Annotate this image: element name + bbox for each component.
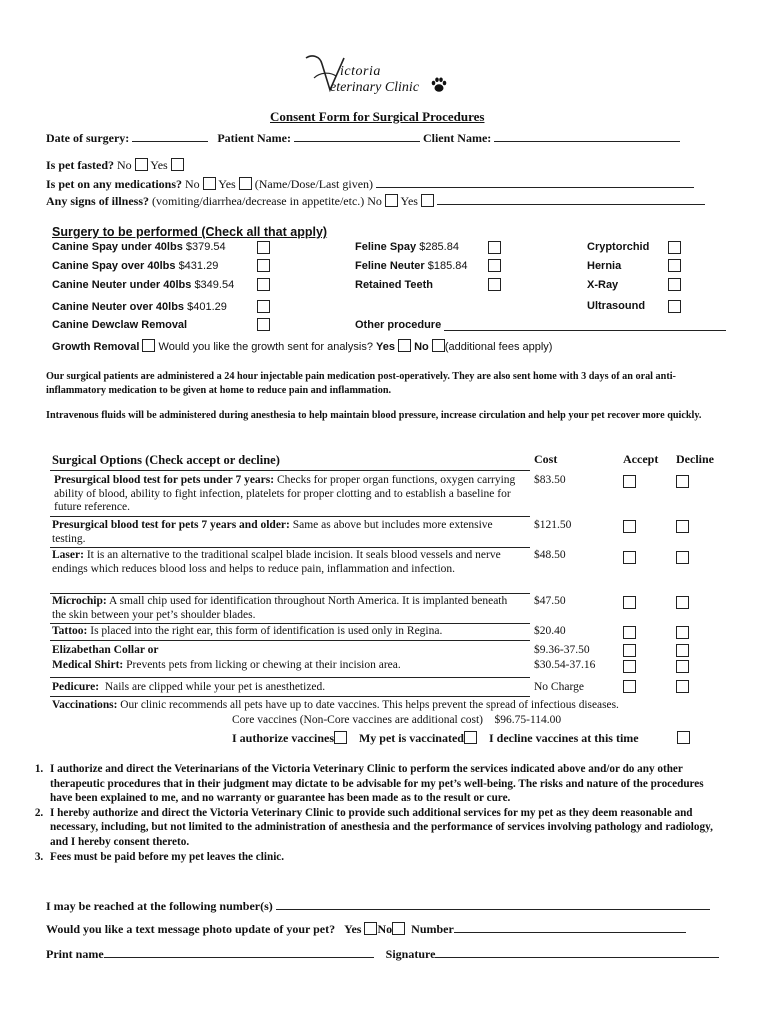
cost-vaccines: $96.75-114.00 [494,714,562,726]
option-pedicure: Pedicure: Nails are clipped while your pet is anesthetized. [52,681,326,693]
illness-field[interactable] [437,192,705,205]
medications-row [46,175,694,192]
print-name-label: Print name [46,947,104,961]
cost-blood-test-7plus: $121.50 [534,519,572,531]
option-divider [50,516,530,517]
fasted-yes-label: Yes [150,158,168,172]
other-procedure-field[interactable] [444,330,726,331]
surgery-option-canine-spay-under[interactable]: Canine Spay under 40lbs $379.54 [52,241,226,253]
signature-label: Signature [385,947,436,961]
vaccine-choice-row [232,731,639,746]
text-update-row [46,920,686,937]
decline-medical-shirt[interactable] [676,660,689,673]
other-procedure-label: Other procedure [355,319,442,331]
vaccine-core-row: Core vaccines (Non-Core vaccines are additional cost) $96.75-114.00 [232,714,562,726]
accept-laser[interactable] [623,551,636,564]
decline-laser[interactable] [676,551,689,564]
growth-no-checkbox[interactable] [432,339,445,352]
growth-question: Would you like the growth sent for analysis? [158,341,373,353]
checkbox-canine-neuter-over[interactable] [257,300,270,313]
med-yes-label: Yes [218,177,236,191]
accept-collar[interactable] [623,644,636,657]
vaccine-decline-label: I decline vaccines at this time [488,731,639,745]
vaccine-authorize-checkbox[interactable] [334,731,347,744]
checkbox-canine-spay-over[interactable] [257,259,270,272]
illness-hint: (vomiting/diarrhea/decrease in appetite/etc.) [152,194,365,208]
consent-list [22,762,726,864]
text-no-label: No [377,922,393,936]
checkbox-retained-teeth[interactable] [488,278,501,291]
checkbox-dewclaw[interactable] [257,318,270,331]
surgery-option-ultrasound[interactable]: Ultrasound [587,300,646,312]
accept-blood-test-7plus[interactable] [623,520,636,533]
med-no-checkbox[interactable] [203,177,216,190]
surgery-option-feline-spay[interactable]: Feline Spay $285.84 [355,241,459,253]
form-title: Consent Form for Surgical Procedures [270,109,485,124]
checkbox-canine-neuter-under[interactable] [257,278,270,291]
vaccine-authorize-label: I authorize vaccines [232,731,334,745]
surgery-option-hernia[interactable]: Hernia [587,260,622,272]
accept-pedicure[interactable] [623,680,636,693]
cost-microchip: $47.50 [534,595,566,607]
medications-label: Is pet on any medications? [46,177,183,191]
surgery-option-retained-teeth[interactable]: Retained Teeth [355,279,434,291]
accept-blood-test-under7[interactable] [623,475,636,488]
illness-yes-checkbox[interactable] [421,194,434,207]
illness-label: Any signs of illness? [46,194,150,208]
date-field[interactable] [132,129,208,142]
decline-blood-test-7plus[interactable] [676,520,689,533]
med-detail-label: (Name/Dose/Last given) [254,177,374,191]
med-no-label: No [185,177,200,191]
surgery-option-feline-neuter[interactable]: Feline Neuter $185.84 [355,260,468,272]
option-divider [50,677,530,678]
reach-row [46,897,710,914]
option-blood-test-7plus: Presurgical blood test for pets 7 years and older: Same as above but includes more extensive testing. [52,519,493,545]
reach-phone-field[interactable] [276,897,710,910]
vaccine-decline-checkbox[interactable] [677,731,690,744]
logo-text-line2: eterinary Clinic [330,80,420,95]
option-divider [50,623,530,624]
patient-label: Patient Name: [217,131,291,145]
decline-tattoo[interactable] [676,626,689,639]
decline-collar[interactable] [676,644,689,657]
consent-item-1: 1. I authorize and direct the Veterinarians of the Victoria Veterinary Clinic to perform the services indicated above and/or do any other therapeutic procedures that in their judgment may dictate to be advisable for my pet’s well-being. The risks and nature of the procedures have been explained to me, and no warranty or guarantee has been made as to the result or cure. [46,762,726,806]
surgery-option-canine-neuter-under[interactable]: Canine Neuter under 40lbs $349.54 [52,279,235,291]
medications-field[interactable] [376,175,694,188]
cost-tattoo: $20.40 [534,625,566,637]
growth-yes-checkbox[interactable] [398,339,411,352]
growth-yes-label: Yes [376,341,395,353]
option-divider [50,547,530,548]
option-divider [50,593,530,594]
consent-item-2: 2. I hereby authorize and direct the Victoria Veterinary Clinic to provide such additional services for my pet as they deem reasonable and necessary, including, but not limited to the administration of anesthesia and the performance of services involving pathology and radiology, and I hereby consent thereto. [46,806,726,850]
date-label: Date of surgery: [46,131,130,145]
growth-removal-checkbox[interactable] [142,339,155,352]
checkbox-xray[interactable] [668,278,681,291]
col-accept-header: Accept [623,452,659,466]
vaccine-vaccinated-checkbox[interactable] [464,731,477,744]
consent-item-3: 3. Fees must be paid before my pet leaves the clinic. [46,850,726,865]
med-yes-checkbox[interactable] [239,177,252,190]
pain-note: Our surgical patients are administered a 24 hour injectable pain medication post-operatively. They are also sent home with 3 days of an oral anti-inflammatory medication to be given at home to reduce pain and inflammation. [46,371,676,396]
option-microchip: Microchip: A small chip used for identification throughout North America. It is implanted beneath the skin between your pet’s shoulder blades. [52,595,508,621]
client-name-field[interactable] [494,129,680,142]
option-medical-shirt: Medical Shirt: Prevents pets from licking or chewing at their incision area. [52,659,401,671]
growth-fees-note: (additional fees apply) [444,341,553,353]
cost-blood-test-under7: $83.50 [534,474,566,486]
patient-name-field[interactable] [294,129,420,142]
growth-no-label: No [414,341,429,353]
illness-no-checkbox[interactable] [385,194,398,207]
illness-yes-label: Yes [400,194,418,208]
cost-medical-shirt: $30.54-37.16 [534,659,596,671]
accept-medical-shirt[interactable] [623,660,636,673]
fasted-no-checkbox[interactable] [135,158,148,171]
fluids-note: Intravenous fluids will be administered during anesthesia to help maintain blood pressure, increase circulation and help your pet recover more quickly. [46,410,702,421]
col-cost-header: Cost [534,452,558,466]
growth-removal-label: Growth Removal [52,341,140,353]
decline-microchip[interactable] [676,596,689,609]
decline-pedicure[interactable] [676,680,689,693]
surgery-heading: Surgery to be performed (Check all that apply) [52,225,328,239]
fasted-yes-checkbox[interactable] [171,158,184,171]
checkbox-feline-neuter[interactable] [488,259,501,272]
option-vaccinations: Vaccinations: Our clinic recommends all pets have up to date vaccines. This helps prevent the spread of infectious diseases. [52,699,619,711]
cost-collar: $9.36-37.50 [534,644,590,656]
option-divider [50,640,530,641]
signature-row [46,945,719,962]
growth-removal-row [52,339,552,353]
checkbox-hernia[interactable] [668,259,681,272]
surgery-option-canine-neuter-over[interactable]: Canine Neuter over 40lbs $401.29 [52,301,227,313]
col-decline-header: Decline [676,452,714,466]
illness-no-label: No [367,194,382,208]
surgery-option-canine-spay-over[interactable]: Canine Spay over 40lbs $431.29 [52,260,219,272]
paw-icon [430,76,448,94]
print-name-field[interactable] [104,945,374,958]
option-collar: Elizabethan Collar or [52,644,159,656]
reach-label: I may be reached at the following number(s) [46,899,273,913]
logo-text-line1: ictoria [340,64,381,79]
text-yes-checkbox[interactable] [364,922,377,935]
accept-tattoo[interactable] [623,626,636,639]
cost-laser: $48.50 [534,549,566,561]
fasted-row [46,158,184,173]
options-heading: Surgical Options (Check accept or decline) [52,453,280,467]
checkbox-feline-spay[interactable] [488,241,501,254]
option-laser: Laser: It is an alternative to the traditional scalpel blade incision. It seals blood vessels and nerve endings which reduces blood loss and helps to reduce pain, inflammation and infection. [52,549,501,575]
illness-row [46,192,705,209]
option-tattoo: Tattoo: Is placed into the right ear, this form of identification is used only in Regina. [52,625,443,637]
text-yes-label: Yes [344,922,362,936]
checkbox-canine-spay-under[interactable] [257,241,270,254]
option-divider [50,696,530,697]
cost-pedicure: No Charge [534,681,584,693]
options-header-rule [50,470,530,471]
fasted-label: Is pet fasted? [46,158,114,172]
header-fields-row [46,129,680,146]
option-blood-test-under7: Presurgical blood test for pets under 7 years: Checks for proper organ functions, oxygen carrying ability of blood, ability to fight infection, platelets for proper clotting and to establish a baseline for future reference. [54,474,516,513]
accept-microchip[interactable] [623,596,636,609]
vaccine-vaccinated-label: My pet is vaccinated [358,731,464,745]
signature-field[interactable] [435,945,719,958]
checkbox-cryptorchid[interactable] [668,241,681,254]
text-no-checkbox[interactable] [392,922,405,935]
fasted-no-label: No [117,158,132,172]
clinic-logo [300,50,460,100]
surgery-option-xray[interactable]: X-Ray [587,279,619,291]
surgery-option-dewclaw[interactable]: Canine Dewclaw Removal [52,319,188,331]
text-number-field[interactable] [454,920,686,933]
checkbox-ultrasound[interactable] [668,300,681,313]
client-label: Client Name: [422,131,492,145]
decline-blood-test-under7[interactable] [676,475,689,488]
surgery-option-cryptorchid[interactable]: Cryptorchid [587,241,650,253]
number-label: Number [411,922,454,936]
text-update-label: Would you like a text message photo update of your pet? [46,922,336,936]
